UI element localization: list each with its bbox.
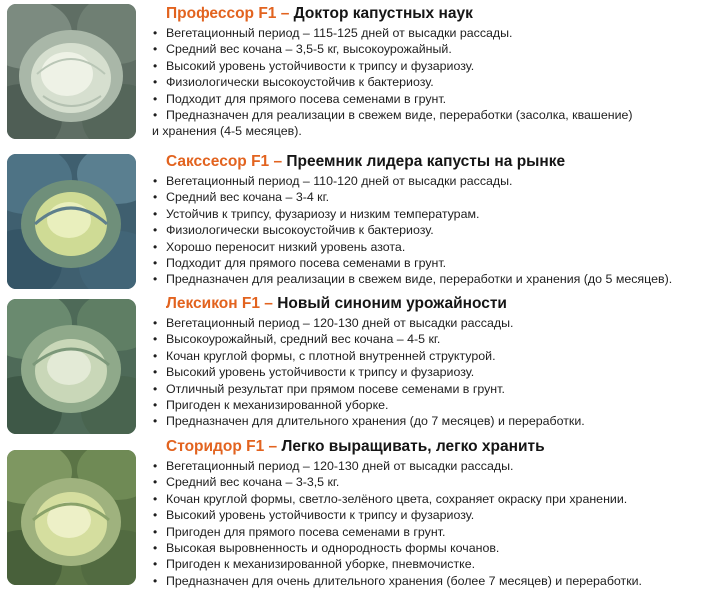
variety-text — [152, 5, 712, 140]
feature-item: • Предназначен для длительного хранения (до 7 месяцев) и переработки. — [153, 414, 585, 429]
cabbage-image — [7, 154, 136, 289]
variety-name: Лексикон F1 – — [166, 295, 273, 312]
feature-list — [152, 458, 712, 589]
feature-item: • Высокий уровень устойчивости к трипсу и фузариозу. — [153, 58, 475, 73]
cabbage-photo — [7, 299, 136, 434]
feature-item: • Высокоурожайный, средний вес кочана – 4-5 кг. — [153, 332, 441, 347]
variety-text — [152, 295, 712, 430]
feature-item: • Средний вес кочана – 3-4 кг. — [153, 190, 330, 205]
feature-item: • Пригоден для прямого посева семенами в грунт. — [153, 524, 446, 539]
variety-name: Профессор F1 – — [166, 5, 290, 22]
variety-title — [166, 295, 712, 313]
variety-text — [152, 438, 712, 589]
feature-item: • Вегетационный период – 120-130 дней от высадки рассады. — [153, 316, 514, 330]
feature-item: • Хорошо переносит низкий уровень азота. — [153, 239, 406, 254]
cabbage-photo — [7, 154, 136, 289]
feature-list — [152, 25, 712, 140]
feature-continuation: и хранения (4-5 месяцев). — [152, 124, 302, 139]
feature-item: • Вегетационный период – 110-120 дней от высадки рассады. — [153, 174, 513, 188]
variety-title — [166, 438, 712, 456]
variety-tagline: Преемник лидера капусты на рынке — [286, 153, 566, 170]
variety-title — [166, 153, 712, 171]
cabbage-image — [7, 450, 136, 585]
feature-item: • Высокий уровень устойчивости к трипсу и фузариозу. — [153, 508, 475, 523]
feature-item: • Предназначен для реализации в свежем виде, переработки (засолка, квашение) и хранения (4-5 месяцев). — [152, 107, 712, 140]
feature-item: • Кочан круглой формы, светло-зелёного цвета, сохраняет окраску при хранении. — [153, 491, 628, 506]
variety-tagline: Новый синоним урожайности — [277, 295, 507, 312]
feature-item: • Высокая выровненность и однородность формы кочанов. — [153, 541, 500, 556]
feature-item: • Пригоден к механизированной уборке, пневмочистке. — [153, 557, 476, 572]
feature-item: • Предназначен для реализации в свежем виде, переработки и хранения (до 5 месяцев). — [153, 272, 673, 287]
feature-item: • Подходит для прямого посева семенами в грунт. — [153, 256, 447, 271]
feature-item: • Физиологически высокоустойчив к бактериозу. — [153, 75, 434, 90]
feature-item: • Физиологически высокоустойчив к бактериозу. — [153, 223, 434, 238]
variety-name: Сакссесор F1 – — [166, 153, 283, 170]
feature-item: • Отличный результат при прямом посеве семенами в грунт. — [153, 381, 505, 396]
feature-list — [152, 315, 712, 430]
feature-item: • Вегетационный период – 120-130 дней от высадки рассады. — [153, 459, 514, 473]
feature-item: • Пригоден к механизированной уборке. — [153, 398, 389, 413]
feature-item: • Предназначен для очень длительного хранения (более 7 месяцев) и переработки. — [153, 573, 643, 588]
variety-text — [152, 153, 712, 288]
feature-item: • Высокий уровень устойчивости к трипсу и фузариозу. — [153, 365, 475, 380]
cabbage-image — [7, 299, 136, 434]
feature-list — [152, 173, 712, 288]
cabbage-photo — [7, 450, 136, 585]
variety-tagline: Доктор капустных наук — [293, 5, 473, 22]
cabbage-photo — [7, 4, 136, 139]
feature-item: • Вегетационный период – 115-125 дней от высадки рассады. — [153, 26, 513, 40]
feature-item: • Средний вес кочана – 3-3,5 кг. — [153, 475, 340, 490]
variety-title — [166, 5, 712, 23]
variety-tagline: Легко выращивать, легко хранить — [281, 438, 545, 455]
variety-name: Сторидор F1 – — [166, 438, 278, 455]
feature-item: • Устойчив к трипсу, фузариозу и низким температурам. — [153, 206, 480, 221]
feature-item: • Средний вес кочана – 3,5-5 кг, высокоурожайный. — [153, 42, 452, 57]
feature-item: • Подходит для прямого посева семенами в грунт. — [153, 91, 447, 106]
feature-item: • Кочан круглой формы, с плотной внутренней структурой. — [153, 348, 496, 363]
cabbage-image — [7, 4, 136, 139]
